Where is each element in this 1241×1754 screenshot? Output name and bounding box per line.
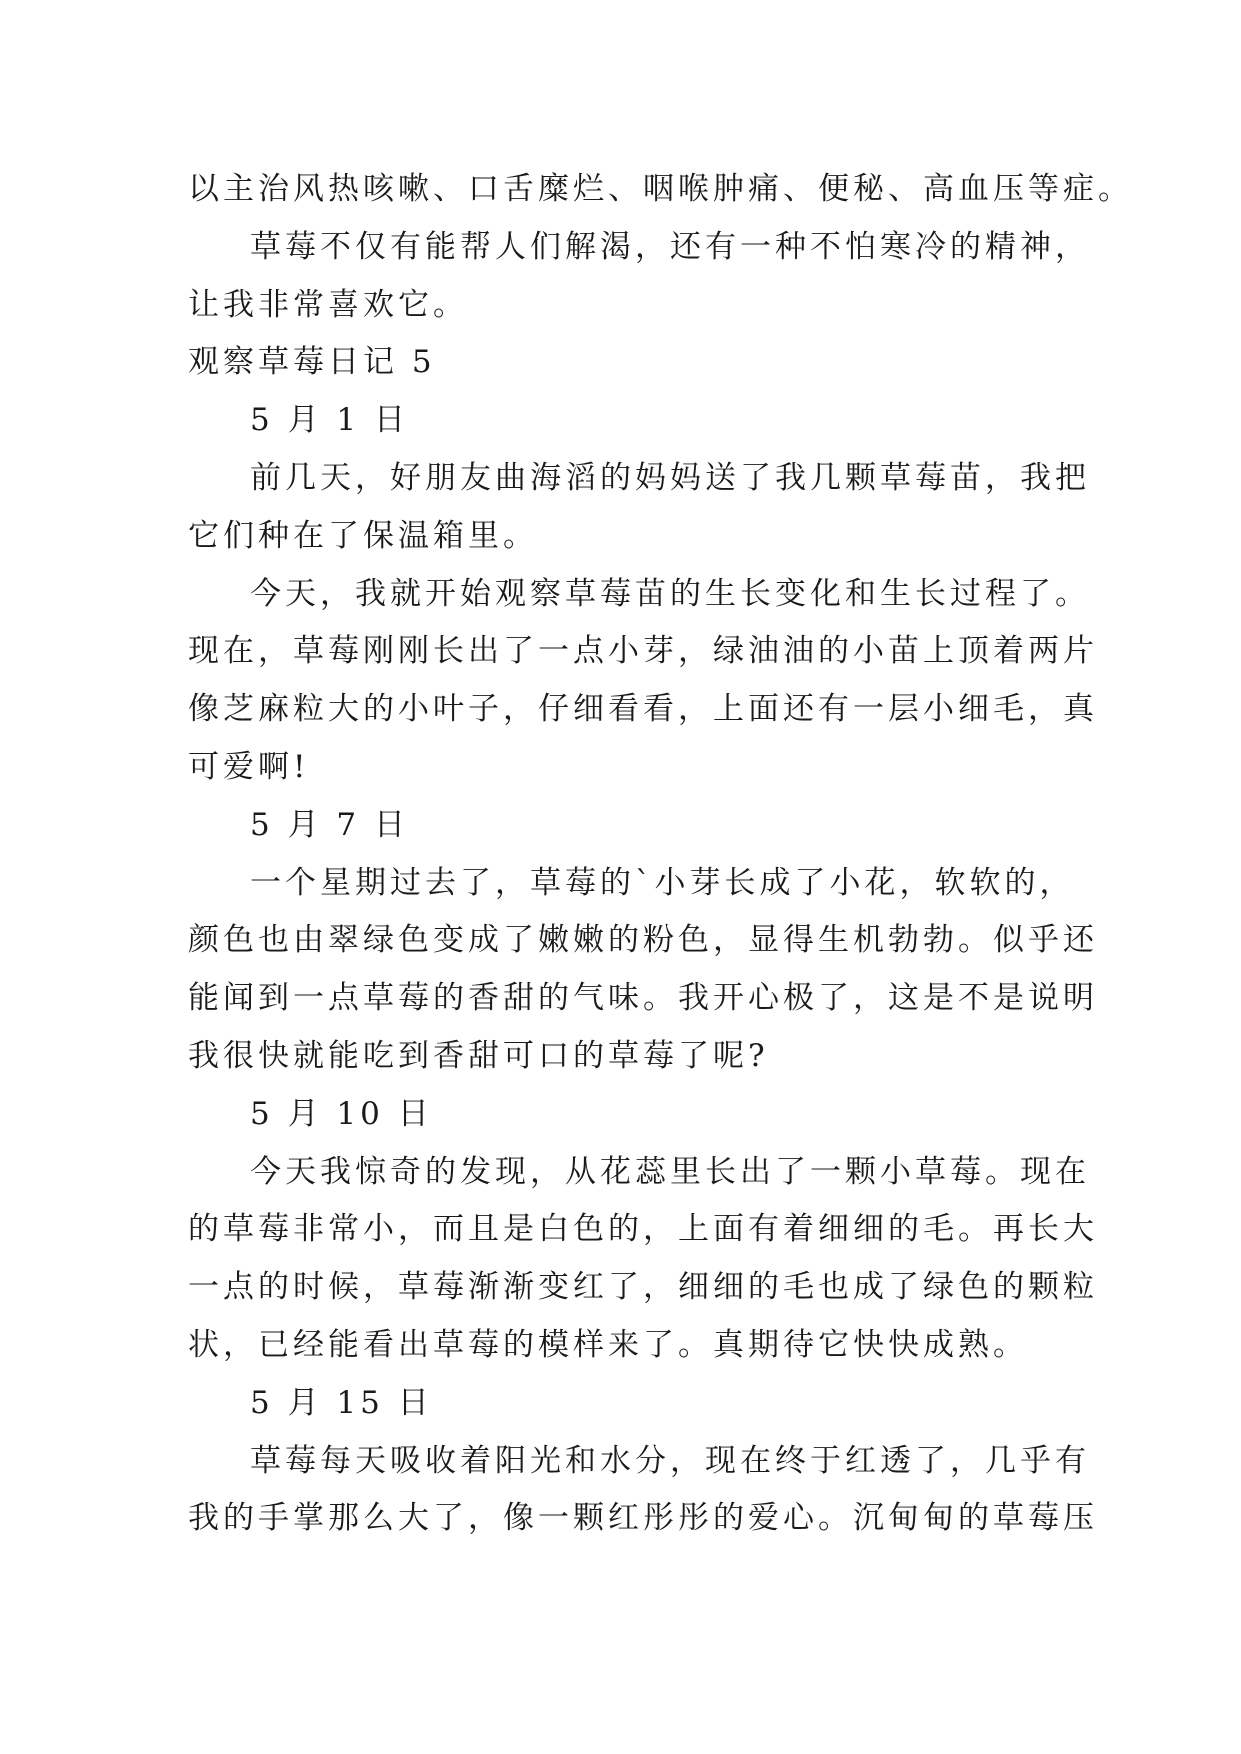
text-line: 以主治风热咳嗽、口舌糜烂、咽喉肿痛、便秘、高血压等症。 — [188, 171, 1133, 207]
text-line: 草莓不仅有能帮人们解渴，还有一种不怕寒冷的精神， — [250, 228, 1090, 265]
document-body — [188, 161, 1133, 1548]
date-heading: 5 月 10 日 — [250, 1095, 433, 1132]
section-heading: 观察草莓日记 5 — [188, 344, 436, 381]
text-line: 今天，我就开始观察草莓苗的生长变化和生长过程了。 — [250, 575, 1090, 612]
date-heading: 5 月 15 日 — [250, 1384, 433, 1421]
text-line: 我的手掌那么大了，像一颗红彤彤的爱心。沉甸甸的草莓压 — [188, 1500, 1098, 1537]
date-heading: 5 月 7 日 — [250, 806, 410, 843]
text-line: 可爱啊! — [188, 748, 310, 785]
text-line: 一点的时候，草莓渐渐变红了，细细的毛也成了绿色的颗粒 — [188, 1269, 1098, 1306]
text-line: 草莓每天吸收着阳光和水分，现在终于红透了，几乎有 — [250, 1442, 1090, 1479]
text-line: 颜色也由翠绿色变成了嫩嫩的粉色，显得生机勃勃。似乎还 — [188, 922, 1098, 959]
text-line: 今天我惊奇的发现，从花蕊里长出了一颗小草莓。现在 — [250, 1153, 1090, 1190]
text-line: 一个星期过去了，草莓的`小芽长成了小花，软软的， — [250, 864, 1075, 901]
text-line: 的草莓非常小，而且是白色的，上面有着细细的毛。再长大 — [188, 1211, 1098, 1248]
text-line: 前几天，好朋友曲海滔的妈妈送了我几颗草莓苗，我把 — [250, 459, 1090, 496]
date-heading: 5 月 1 日 — [250, 402, 410, 439]
text-line: 它们种在了保温箱里。 — [188, 517, 538, 554]
text-line: 我很快就能吃到香甜可口的草莓了呢? — [188, 1037, 769, 1074]
text-line: 现在，草莓刚刚长出了一点小芽，绿油油的小苗上顶着两片 — [188, 633, 1098, 670]
text-line: 像芝麻粒大的小叶子，仔细看看，上面还有一层小细毛，真 — [188, 691, 1098, 728]
text-line: 让我非常喜欢它。 — [188, 286, 468, 323]
text-line: 状，已经能看出草莓的模样来了。真期待它快快成熟。 — [188, 1326, 1028, 1363]
text-line: 能闻到一点草莓的香甜的气味。我开心极了，这是不是说明 — [188, 980, 1098, 1017]
